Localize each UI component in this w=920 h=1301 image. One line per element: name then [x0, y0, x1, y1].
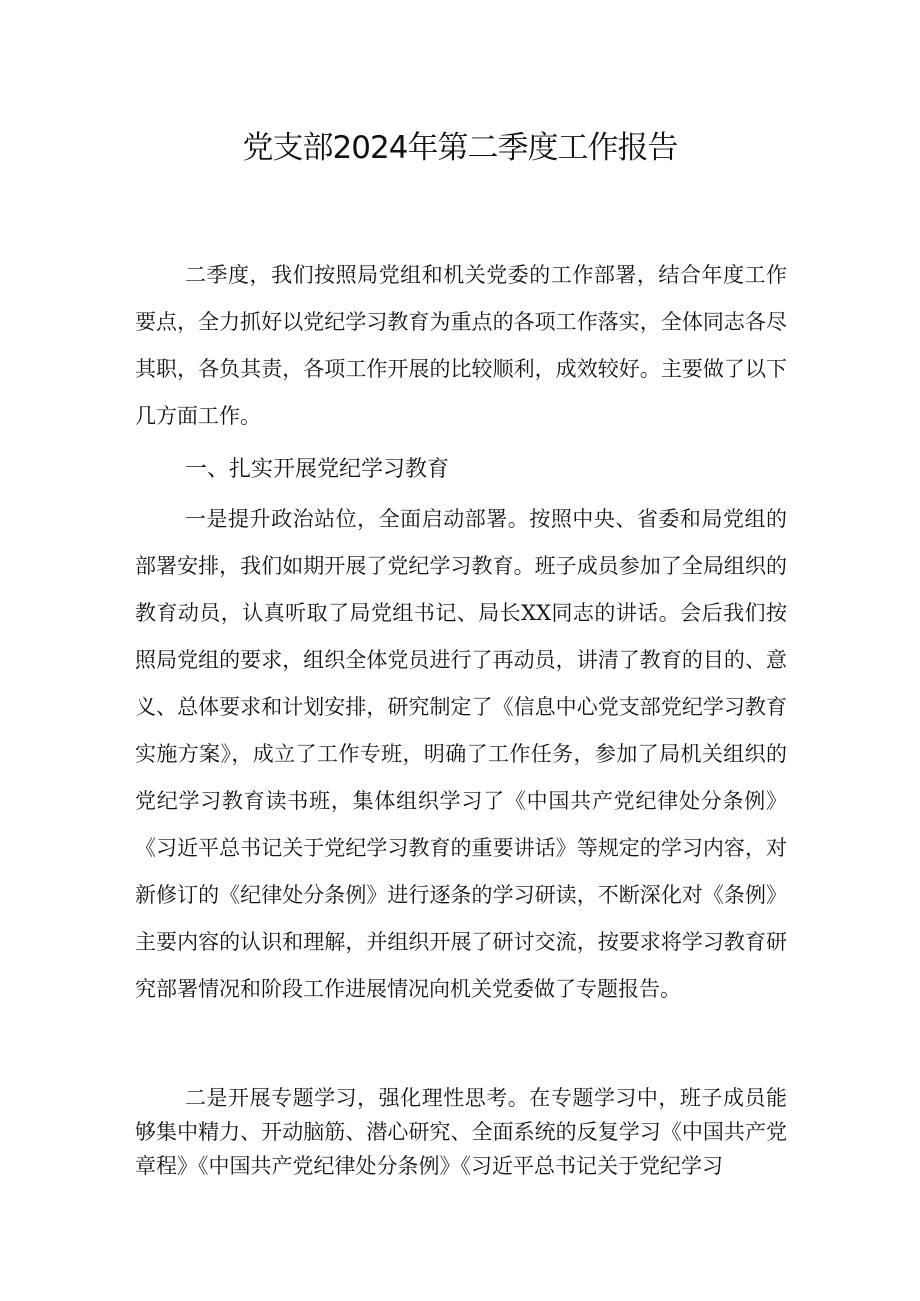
section-1-paragraph-2: 二是开展专题学习，强化理性思考。在专题学习中，班子成员能够集中精力、开动脑筋、潜心研究、全面系统的反复学习《中国共产党章程》《中国共产党纪律处分条例》《习近平总书记关于党纪学习 [135, 1086, 787, 1178]
section-1-paragraph-1: 一是提升政治站位，全面启动部署。按照中央、省委和局党组的部署安排，我们如期开展了党纪学习教育。班子成员参加了全局组织的教育动员，认真听取了局党组书记、局长XX同志的讲话。会后我们按照局党组的要求，组织全体党员进行了再动员，讲清了教育的目的、意义、总体要求和计划安排，研究制定了《信息中心党支部党纪学习教育实施方案》，成立了工作专班，明确了工作任务，参加了局机关组织的党纪学习教育读书班，集体组织学习了《中国共产党纪律处分条例》《习近平总书记关于党纪学习教育的重要讲话》等规定的学习内容，对新修订的《纪律处分条例》进行逐条的学习研读，不断深化对《条例》主要内容的认识和理解，并组织开展了研讨交流，按要求将学习教育研究部署情况和阶段工作进展情况向机关党委做了专题报告。 [135, 507, 787, 1001]
section-heading-1: 一、扎实开展党纪学习教育 [185, 457, 450, 482]
document-title: 党支部2024年第二季度工作报告 [242, 130, 678, 166]
intro-paragraph: 二季度，我们按照局党组和机关党委的工作部署，结合年度工作要点，全力抓好以党纪学习教育为重点的各项工作落实，全体同志各尽其职，各负其责，各项工作开展的比较顺利，成效较好。主要做了以下几方面工作。 [135, 263, 787, 428]
